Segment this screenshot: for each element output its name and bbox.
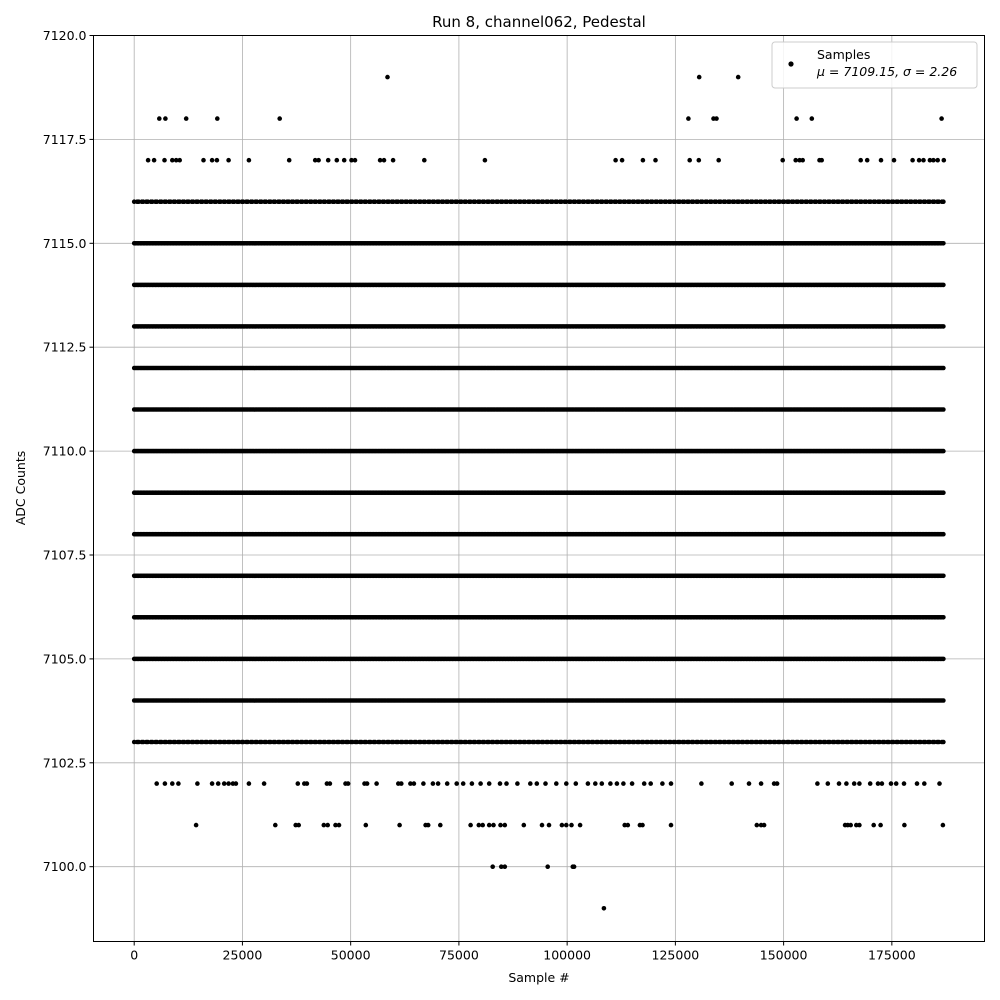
- data-point: [941, 574, 946, 579]
- data-point: [941, 698, 946, 703]
- data-point: [941, 490, 946, 495]
- data-point: [941, 657, 946, 662]
- data-point: [941, 532, 946, 537]
- data-point: [941, 740, 946, 745]
- data-point: [941, 615, 946, 620]
- data-point: [941, 449, 946, 454]
- data-point: [941, 407, 946, 412]
